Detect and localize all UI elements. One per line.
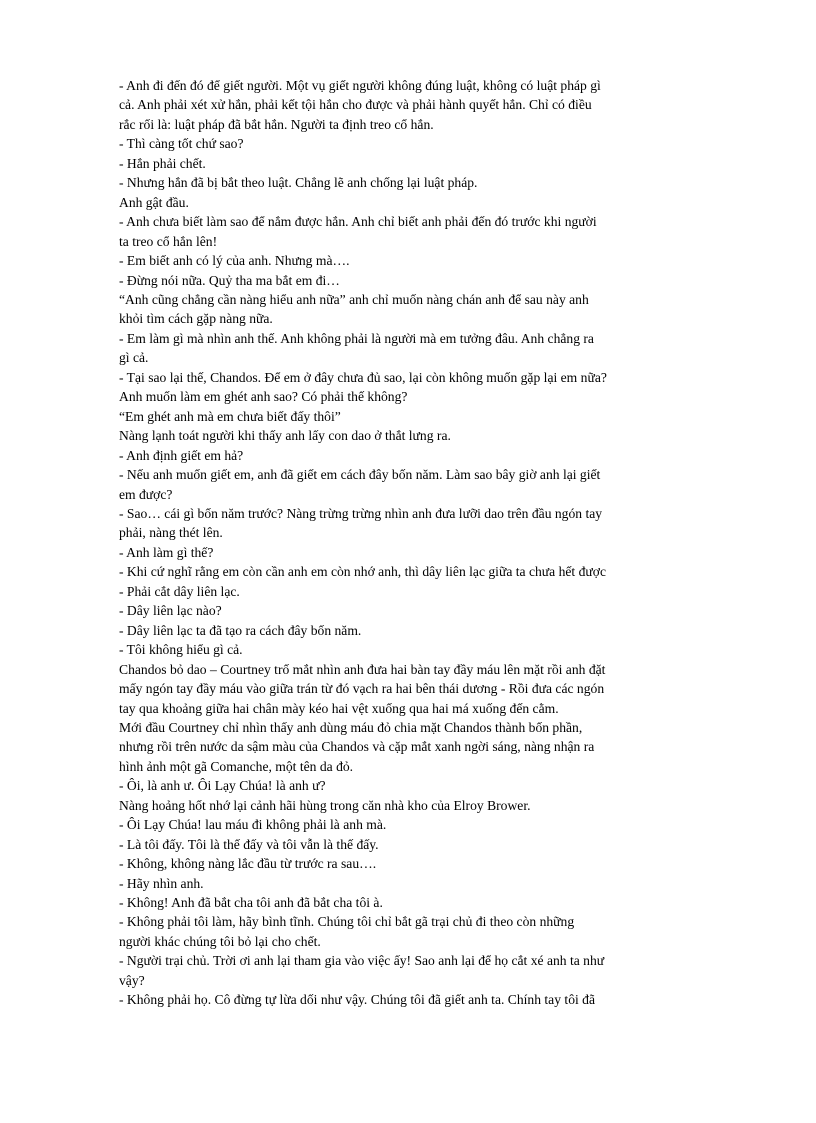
- text-line: - Là tôi đấy. Tôi là thế đấy và tôi vẫn là thế đấy.: [119, 836, 379, 852]
- text-line: - Thì càng tốt chứ sao?: [119, 136, 244, 152]
- text-line: - Sao… cái gì bốn năm trước? Nàng trừng trừng nhìn anh đưa lưỡi dao trên đầu ngón tay: [119, 505, 603, 521]
- text-line: - Hắn phải chết.: [119, 155, 206, 171]
- text-line: ta treo cổ hắn lên!: [119, 233, 218, 249]
- text-line: “Anh cũng chẳng cần nàng hiểu anh nữa” anh chỉ muốn nàng chán anh để sau này anh: [119, 291, 589, 307]
- text-line: người khác chúng tôi bỏ lại cho chết.: [119, 933, 321, 949]
- text-line: - Dây liên lạc nào?: [119, 603, 222, 619]
- text-line: em được?: [119, 486, 173, 502]
- text-line: Chandos bỏ dao – Courtney trố mắt nhìn anh đưa hai bàn tay đầy máu lên mặt rồi anh đặt: [119, 661, 606, 677]
- text-line: tay qua khoảng giữa hai chân mày kéo hai vệt xuống qua hai má xuống đến cằm.: [119, 700, 559, 716]
- text-line: - Nhưng hắn đã bị bắt theo luật. Chẳng lẽ anh chống lại luật pháp.: [119, 175, 478, 191]
- text-line: - Hãy nhìn anh.: [119, 875, 204, 891]
- text-line: Anh muốn làm em ghét anh sao? Có phải thế không?: [119, 389, 408, 405]
- text-line: - Người trại chủ. Trời ơi anh lại tham gia vào việc ấy! Sao anh lại để họ cắt xé anh ta như: [119, 953, 605, 969]
- text-line: - Anh làm gì thế?: [119, 544, 214, 560]
- text-line: - Nếu anh muốn giết em, anh đã giết em cách đây bốn năm. Làm sao bây giờ anh lại giết: [119, 467, 601, 483]
- text-line: nhưng rồi trên nước da sậm màu của Chandos và cặp mắt xanh ngời sáng, nàng nhận ra: [119, 739, 595, 755]
- text-line: - Tôi không hiểu gì cả.: [119, 642, 243, 658]
- text-line: cả. Anh phải xét xử hắn, phải kết tội hắn cho được và phải hành quyết hắn. Chỉ có điều: [119, 97, 592, 113]
- text-line: Anh gật đầu.: [119, 194, 189, 210]
- text-line: “Em ghét anh mà em chưa biết đấy thôi”: [119, 408, 341, 424]
- text-line: phải, nàng thét lên.: [119, 525, 223, 541]
- text-line: - Ôi Lạy Chúa! lau máu đi không phải là anh mà.: [119, 817, 387, 833]
- text-line: - Em biết anh có lý của anh. Nhưng mà….: [119, 253, 350, 269]
- text-line: - Không phải tôi làm, hãy bình tĩnh. Chúng tôi chỉ bắt gã trại chủ đi theo còn những: [119, 914, 575, 930]
- text-line: khỏi tìm cách gặp nàng nữa.: [119, 311, 273, 327]
- text-line: - Tại sao lại thế, Chandos. Để em ở đây chưa đủ sao, lại còn không muốn gặp lại em nữa?: [119, 369, 607, 385]
- text-line: - Anh chưa biết làm sao để nắm được hắn. Anh chỉ biết anh phải đến đó trước khi người: [119, 214, 597, 230]
- text-line: - Ôi, là anh ư. Ôi Lạy Chúa! là anh ư?: [119, 778, 326, 794]
- text-line: - Khi cứ nghĩ rằng em còn cần anh em còn nhớ anh, thì dây liên lạc giữa ta chưa hết được: [119, 564, 606, 580]
- text-line: - Anh đi đến đó để giết người. Một vụ giết người không đúng luật, không có luật pháp gì: [119, 78, 601, 93]
- text-line: Nàng hoảng hốt nhớ lại cảnh hãi hùng trong căn nhà kho của Elroy Brower.: [119, 797, 531, 813]
- text-line: mấy ngón tay đầy máu vào giữa trán từ đó vạch ra hai bên thái dương - Rồi đưa các ngón: [119, 681, 605, 697]
- text-line: gì cả.: [119, 350, 149, 366]
- text-line: Nàng lạnh toát người khi thấy anh lấy con dao ở thắt lưng ra.: [119, 428, 451, 444]
- text-line: - Không phải họ. Cô đừng tự lừa dối như vậy. Chúng tôi đã giết anh ta. Chính tay tôi đã: [119, 992, 595, 1008]
- text-line: - Phải cắt dây liên lạc.: [119, 583, 240, 599]
- text-line: - Dây liên lạc ta đã tạo ra cách đây bốn năm.: [119, 622, 362, 638]
- text-line: hình ảnh một gã Comanche, một tên da đỏ.: [119, 758, 354, 774]
- document-body: [119, 76, 699, 1010]
- text-line: - Không! Anh đã bắt cha tôi anh đã bắt cha tôi à.: [119, 895, 383, 911]
- text-line: vậy?: [119, 972, 145, 988]
- text-line: rắc rối là: luật pháp đã bắt hắn. Người ta định treo cổ hắn.: [119, 116, 434, 132]
- text-line: - Anh định giết em hả?: [119, 447, 244, 463]
- text-line: - Đừng nói nữa. Quỷ tha ma bắt em đi…: [119, 272, 340, 288]
- text-line: - Không, không nàng lắc đầu từ trước ra sau….: [119, 856, 377, 872]
- text-line: Mới đầu Courtney chỉ nhìn thấy anh dùng máu đỏ chia mặt Chandos thành bốn phần,: [119, 719, 583, 735]
- text-line: - Em làm gì mà nhìn anh thế. Anh không phải là người mà em tưởng đâu. Anh chẳng ra: [119, 330, 594, 346]
